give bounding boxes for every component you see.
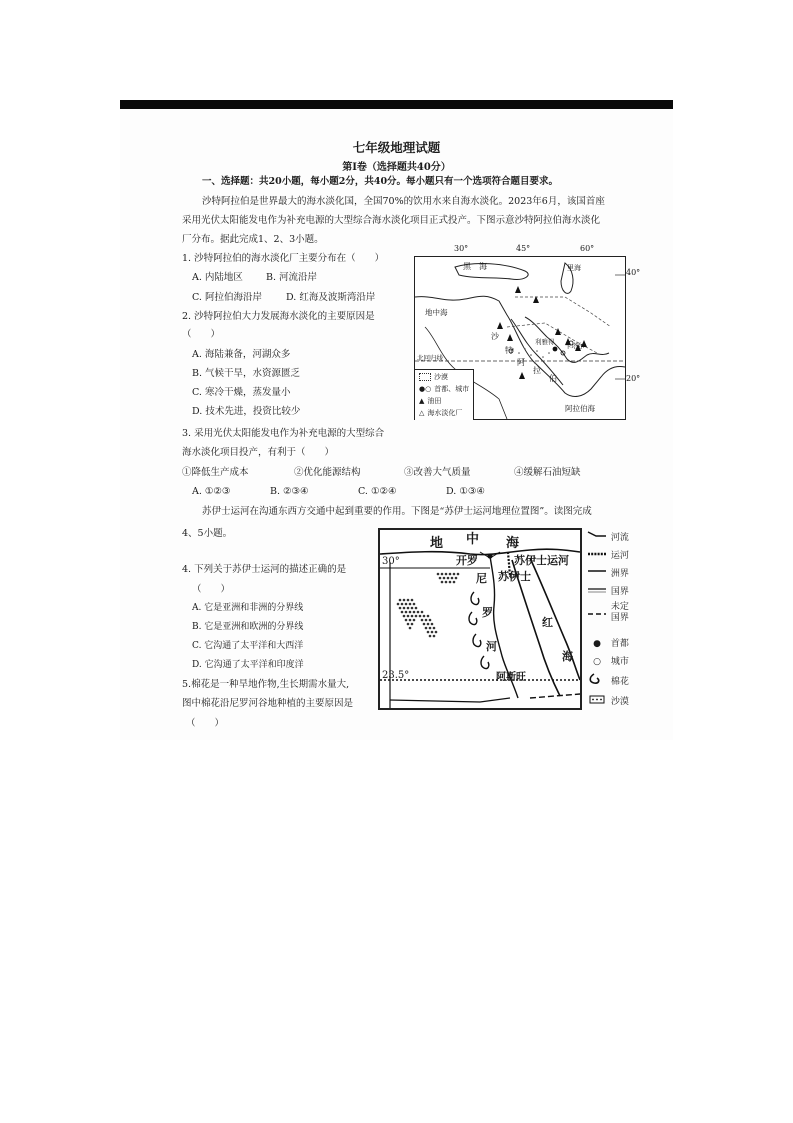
plant-icon: △: [419, 409, 425, 417]
cairo-label: 开罗: [456, 554, 478, 567]
legend-border-text: 国界: [610, 587, 629, 597]
map-char-la: 拉: [533, 366, 541, 375]
black-sea-label: 黑 海: [463, 262, 487, 271]
canal-icon: [586, 548, 608, 558]
legend-desert-text: 沙漠: [434, 373, 448, 381]
part-heading: 第Ⅰ卷（选择题共40分）: [342, 162, 451, 173]
capital-icon: ●: [593, 639, 601, 649]
legend-capital-city: [419, 384, 469, 394]
map-char-ni: 尼: [476, 572, 487, 585]
q2-paren: （ ）: [182, 329, 221, 340]
q1-option-c: C. 阿拉伯海沿岸: [192, 292, 262, 303]
undetermined-border-icon: [586, 602, 608, 622]
map-char-a: 阿: [517, 358, 525, 367]
saudi-desalination-map: [406, 244, 641, 428]
legend-undetermined: [586, 602, 629, 625]
cotton-icon: [586, 672, 608, 684]
q4-option-d: D. 它沟通了太平洋和印度洋: [192, 660, 304, 670]
map-char-sha: 沙: [491, 332, 499, 341]
saudi-map-frame: [414, 256, 626, 420]
q2-option-a: A. 海陆兼备，河湖众多: [192, 349, 291, 360]
map-char-te: 特: [505, 346, 513, 355]
map-char-hai: 海: [506, 536, 520, 551]
border-icon: [586, 584, 608, 594]
q3-option-a: A. ①②③: [192, 486, 231, 497]
q3-stem-1: 3. 采用光伏太阳能发电作为补充电源的大型综合: [182, 428, 385, 439]
oilfield-icon: ▲: [419, 397, 425, 405]
intro1-line1: 沙特阿拉伯是世界最大的海水淡化国，全国70%的饮用水来自海水淡化。2023年6月，该国首座: [202, 196, 605, 207]
legend-undetermined-text-2: 国界: [610, 613, 629, 623]
q1-option-b: B. 河流沿岸: [266, 272, 318, 283]
q2-option-b: B. 气候干旱，水资源匮乏: [192, 368, 301, 379]
lat-40-label: 40°: [626, 268, 641, 277]
q4-option-c: C. 它沟通了太平洋和大西洋: [192, 641, 304, 651]
map-char-hong: 红: [542, 616, 553, 629]
q4-option-a: A. 它是亚洲和非洲的分界线: [192, 603, 304, 613]
exam-title: 七年级地理试题: [352, 140, 441, 155]
q3-option-b: B. ②③④: [270, 486, 309, 497]
legend-continent-text: 洲界: [610, 569, 629, 579]
intro2-line2: 4、5小题。: [182, 528, 233, 539]
legend-cotton: [586, 672, 629, 687]
map-char-he: 河: [486, 640, 497, 653]
suez-canal-map: [372, 524, 660, 714]
legend-desert-suez-text: 沙漠: [610, 697, 629, 707]
legend-undetermined-text-1: 未定: [610, 602, 629, 612]
legend-plant-text: 海水淡化厂: [427, 409, 463, 417]
legend-capital: [586, 636, 629, 649]
section-heading: 一、选择题：共20小题，每小题2分，共40分。每小题只有一个选项符合题目要求。: [202, 176, 559, 187]
capital-city-icon: ●○: [419, 385, 432, 393]
city-icon: ○: [593, 657, 601, 667]
legend-oilfield: [419, 396, 441, 406]
q4-stem: 4. 下列关于苏伊士运河的描述正确的是: [182, 564, 347, 575]
legend-city: [586, 654, 629, 667]
suez-canal-label: 苏伊士运河: [514, 554, 569, 567]
aswan-label: 阿斯旺: [496, 672, 526, 683]
desert-icon: [586, 694, 608, 704]
suez-map-legend: [586, 528, 660, 712]
map-char-luo: 罗: [482, 606, 493, 619]
lon-45-label: 45°: [516, 244, 531, 253]
lat-20-label: 20°: [626, 374, 641, 383]
legend-plant: [419, 408, 462, 418]
legend-river: [586, 530, 629, 543]
q4-paren: （ ）: [192, 584, 231, 595]
saudi-map-legend: [415, 369, 474, 420]
q1-stem: 1. 沙特阿拉伯的海水淡化厂主要分布在（ ）: [182, 253, 385, 264]
map-char-di: 地: [430, 536, 444, 551]
q3-item-4: ④缓解石油短缺: [514, 467, 581, 478]
river-icon: [586, 530, 608, 540]
map-char-zhong: 中: [466, 532, 480, 547]
lat-30-label: 30°: [382, 556, 400, 567]
suez-map-frame: [378, 528, 582, 710]
map-char-bo: 伯: [549, 374, 557, 383]
lon-60-label: 60°: [580, 244, 595, 253]
q5-line1: 5.棉花是一种旱地作物,生长期需水量大,: [182, 679, 350, 690]
q3-option-c: C. ①②④: [358, 486, 397, 497]
q1-option-a: A. 内陆地区: [192, 272, 243, 283]
mediterranean-label: 地中海: [425, 308, 448, 317]
doha-label: 卡塔尔: [565, 342, 585, 350]
legend-border: [586, 584, 629, 597]
legend-capital-city-text: 首都、城市: [434, 385, 470, 393]
intro2-line1: 苏伊士运河在沟通东西方交通中起到重要的作用。下图是“苏伊士运河地理位置图”。读图完成: [202, 506, 592, 517]
q4-option-b: B. 它是亚洲和欧洲的分界线: [192, 622, 304, 632]
q3-item-1: ①降低生产成本: [182, 467, 249, 478]
page-top-bar: [120, 100, 673, 109]
q3-item-2: ②优化能源结构: [294, 467, 361, 478]
riyadh-label: 利雅得: [535, 338, 555, 346]
q3-stem-2: 海水淡化项目投产，有利于（ ）: [182, 447, 335, 458]
legend-city-text: 城市: [610, 657, 629, 667]
suez-city-label: 苏伊士: [498, 570, 531, 583]
legend-canal-text: 运河: [610, 551, 629, 561]
tropic-label: 北回归线: [417, 354, 443, 362]
legend-desert-suez: [586, 694, 629, 707]
q3-option-d: D. ①③④: [446, 486, 485, 497]
legend-river-text: 河流: [610, 533, 629, 543]
q3-item-3: ③改善大气质量: [404, 467, 471, 478]
map-char-hai-red: 海: [562, 650, 573, 663]
q5-line2: 图中棉花沿尼罗河谷地种植的主要原因是: [182, 698, 354, 709]
intro1-line2: 采用光伏太阳能发电作为补充电源的大型综合海水淡化项目正式投产。下图示意沙特阿拉伯海水淡化: [182, 215, 601, 226]
desert-swatch-icon: [419, 373, 431, 381]
continent-boundary-icon: [586, 566, 608, 576]
q2-option-d: D. 技术先进，投资比较少: [192, 406, 301, 417]
legend-capital-text: 首都: [610, 639, 629, 649]
legend-oilfield-text: 油田: [427, 397, 442, 405]
q1-option-d: D. 红海及波斯湾沿岸: [286, 292, 376, 303]
lat-23-5-label: 23.5°: [382, 670, 410, 681]
q5-paren: （ ）: [186, 718, 225, 729]
arabian-sea-label: 阿拉伯海: [565, 404, 595, 413]
caspian-label: 里海: [567, 264, 581, 272]
q2-option-c: C. 寒冷干燥，蒸发量小: [192, 387, 291, 398]
legend-continent: [586, 566, 629, 579]
intro1-line3: 厂分布。据此完成1、2、3小题。: [182, 234, 324, 245]
q2-stem: 2. 沙特阿拉伯大力发展海水淡化的主要原因是: [182, 311, 375, 322]
lon-30-label: 30°: [454, 244, 469, 253]
legend-desert: [419, 372, 448, 382]
legend-canal: [586, 548, 629, 561]
legend-cotton-text: 棉花: [610, 677, 629, 687]
